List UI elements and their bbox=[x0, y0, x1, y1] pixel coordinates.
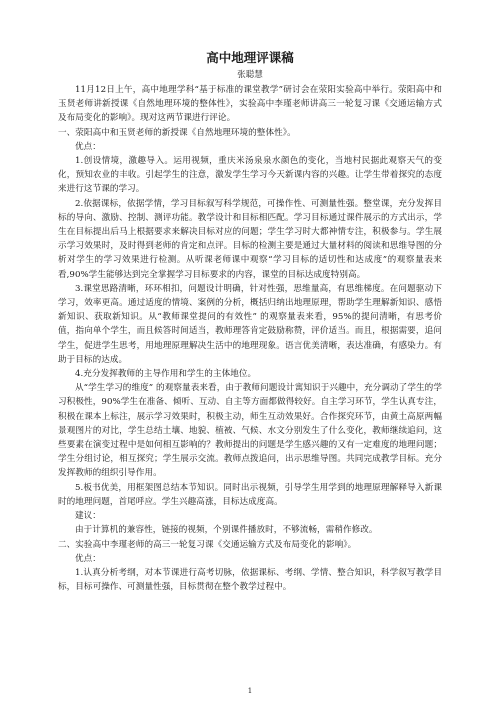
document-body bbox=[58, 83, 442, 594]
paragraph: 11月12日上午，高中地理学科“基于标准的课堂教学”研讨会在荥阳实验高中举行。荥阳高中和玉贤老师讲新授课《自然地理环境的整体性》，实验高中李瑾老师讲高三一轮复习课《交通运输方式及布局变化的影响》。现对这两节课进行评论。 bbox=[58, 85, 442, 124]
paragraph: 由于计算机的兼容性，链接的视频，个别课件播放时，不够流畅，需稍作修改。 bbox=[75, 525, 378, 536]
paragraph: 5.板书优美，用框架图总结本节知识。同时出示视频，引导学生用学到的地理原理解释导入新课时的地理问题，首尾呼应。学生兴趣高涨，目标达成度高。 bbox=[58, 482, 442, 507]
paragraph: 1.创设情境，激趣导入。运用视频，重庆米汤泉泉水颜色的变化，当地村民据此观察天气的变化，预知农业的丰收。引起学生的注意，激发学生学习今天新课内容的兴趣。让学生带着探究的态度来进行这节课的学习。 bbox=[58, 156, 442, 195]
paragraph: 优点： bbox=[75, 141, 101, 152]
paragraph: 2.依据课标，依据学情，学习目标叙写科学规范，可操作性、可测量性强。整堂课，充分发挥目标的导向、激励、控制、测评功能。教学设计和目标相匹配。学习目标通过课件展示的方式出示，学生在目标提出后马上根据要求来解决目标对应的问题；学生学习时大都神情专注，积极参与。学生展示学习效果时，及时得到老师的肯定和点评。目标的检测主要是通过大量材料的阅读和思维导图的分析对学生的学习效果进行检测。从听课老师课中观察“学习目标的适切性和达成度”的观察量表来看,90%学生能够达到完全掌握学习目标要求的内容，课堂的目标达成度特别高。 bbox=[58, 198, 442, 280]
paragraph: 二、实验高中李瑾老师的高三一轮复习课《交通运输方式及布局变化的影响》。 bbox=[58, 539, 357, 550]
document-author: 张聪慧 bbox=[237, 70, 263, 80]
paragraph: 一、荥阳高中和玉贤老师的新授课《自然地理环境的整体性》。 bbox=[58, 127, 296, 138]
paragraph: 4.充分发挥教师的主导作用和学生的主体地位。 bbox=[75, 369, 257, 380]
paragraph: 从“学生学习的维度” 的观察量表来看，由于教师问题设计寓知识于兴趣中，充分调动了学生的学习积极性，90%学生在准备、倾听、互动、自主等方面都做得较好。自主学习环节，学生认真专注，积极在课本上标注，展示学习效果时，积极主动，师生互动效果好。合作探究环节，由黄土高原两幅景观图片的对比，学生总结土壤、地貌、植被、气候、水文分别发生了什么变化，教师继续追问，这些要素在演变过程中是如何相互影响的？教师提出的问题是学生感兴趣的又有一定难度的地理问题；学生分组讨论，相互探究；学生展示交流。教师点拨追问，出示思维导图。共同完成教学目标。充分发挥教师的组织引导作用。 bbox=[58, 383, 442, 479]
document-title: 高中地理评课稿 bbox=[206, 50, 294, 65]
paragraph: 建议： bbox=[75, 511, 101, 522]
paragraph: 优点： bbox=[75, 553, 101, 564]
paragraph: 1.认真分析考纲，对本节课进行高考切脉，依据课标、考纲、学情、整合知识，科学叙写教学目标，目标可操作、可测量性强，目标贯彻在整个教学过程中。 bbox=[58, 567, 442, 593]
paragraph: 3.课堂思路清晰，环环相扣，问题设计明确，针对性强，思维量高，有思维梯度。在问题驱动下学习，效率更高。通过适度的情境、案例的分析，概括归纳出地理原理，帮助学生理解新知识、感悟新知识、获取新知识。从“教师课堂提问的有效性” 的观察量表来看，95%的提问清晰，有思考价值，指向单个学生，而且候答时间适当，教师理答肯定鼓励称赞，评价适当。而且，根据需要，追问学生，促进学生思考，用地理原理解决生活中的地理现象。语言优美清晰，表达准确，有感染力。有助于目标的达成。 bbox=[58, 283, 442, 365]
page-number: 1 bbox=[247, 687, 253, 695]
